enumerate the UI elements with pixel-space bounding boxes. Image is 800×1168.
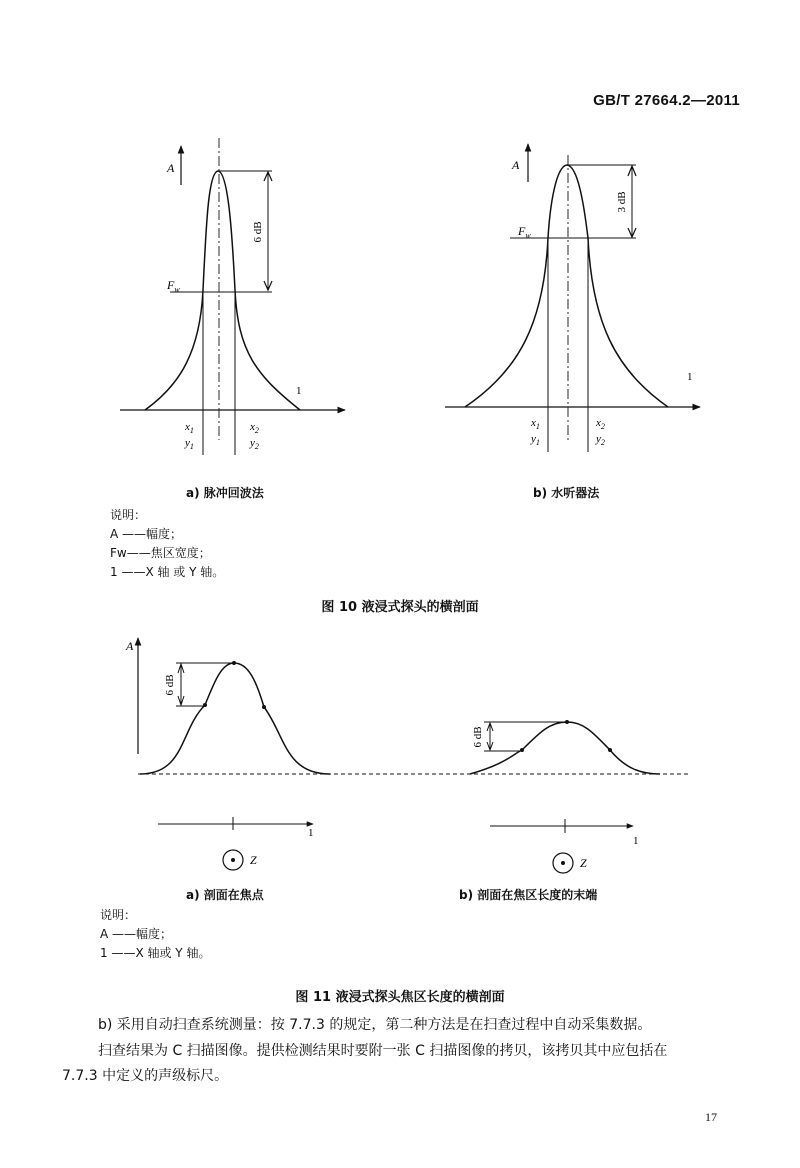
fig10a-label-fw: $F_w$: [167, 278, 180, 294]
fig10-legend: [110, 506, 224, 582]
fig11a-right-dot: [262, 705, 266, 709]
fig11b-left-dot: [520, 748, 524, 752]
fig10a-label-y1: $y_1$: [185, 437, 194, 451]
fig10a-diagram: [120, 138, 345, 455]
fig10a-label-x2: $x_2$: [250, 421, 259, 435]
fig10b-label-y2: $y_2$: [596, 433, 605, 447]
legend-line: 1 ——X 轴 或 Y 轴。: [110, 565, 225, 579]
figure-10: [0, 0, 800, 480]
legend-line: A ——幅度；: [100, 927, 173, 941]
fig11a-label-a: A: [126, 639, 134, 653]
fig10b-caption: b) 水听器法: [533, 486, 600, 500]
page-number: 17: [705, 1110, 717, 1124]
fig11b-label-z: Z: [580, 856, 587, 870]
fig11a-label-z: Z: [250, 853, 257, 867]
fig10a-label-db: 6 dB: [252, 221, 264, 243]
fig11a-z-dot: [231, 858, 235, 862]
fig10b-curve-label: 1: [687, 371, 693, 383]
fig11b-curve: [470, 722, 660, 774]
figure-11: [0, 620, 800, 890]
fig10b-label-fw: $F_w$: [518, 224, 531, 240]
legend-line: 说明：: [110, 508, 147, 522]
fig10a-label-x1: $x_1$: [185, 421, 194, 435]
fig11b-axis-label: 1: [633, 835, 639, 847]
fig11b-z-dot: [561, 861, 565, 865]
fig11a-peak-dot: [232, 661, 236, 665]
fig10a-label-y2: $y_2$: [250, 437, 259, 451]
fig11a-label-db: 6 dB: [164, 674, 176, 696]
fig10b-label-x1: $x_1$: [531, 417, 540, 431]
fig11-legend: [100, 906, 210, 963]
fig11b-label-db: 6 dB: [472, 726, 484, 748]
body-paragraph-cscan: 扫查结果为 C 扫描图像。提供检测结果时要附一张 C 扫描图像的拷贝，该拷贝其中应包括在: [98, 1043, 668, 1059]
fig10-title: 图 10 液浸式探头的横剖面: [321, 600, 479, 615]
standard-number: GB/T 27664.2—2011: [593, 92, 740, 109]
fig10b-label-db: 3 dB: [616, 191, 628, 213]
body-paragraph-b: b) 采用自动扫查系统测量：按 7.7.3 的规定，第二种方法是在扫查过程中自动采集数据。: [98, 1017, 652, 1033]
fig11a-left-dot: [203, 703, 207, 707]
fig10b-label-y1: $y_1$: [531, 433, 540, 447]
fig10b-curve: [465, 165, 668, 407]
fig10b-diagram: [445, 144, 700, 452]
legend-line: 1 ——X 轴或 Y 轴。: [100, 946, 211, 960]
fig11b-caption: b) 剖面在焦区长度的末端: [459, 888, 598, 902]
fig11a-axis-label: 1: [308, 827, 314, 839]
fig11-title: 图 11 液浸式探头焦区长度的横剖面: [295, 990, 505, 1005]
fig10b-label-x2: $x_2$: [596, 417, 605, 431]
fig11b-right-dot: [608, 748, 612, 752]
fig11a-caption: a) 剖面在焦点: [186, 888, 264, 902]
fig11b-peak-dot: [565, 720, 569, 724]
fig10a-label-a: A: [167, 161, 175, 175]
legend-line: A ——幅度；: [110, 527, 183, 541]
body-paragraph-cont: 7.7.3 中定义的声级标尺。: [62, 1068, 229, 1084]
legend-line: Fw——焦区宽度；: [110, 546, 211, 560]
legend-line: 说明：: [100, 908, 137, 922]
fig10b-label-a: A: [512, 158, 520, 172]
fig10a-curve-label: 1: [296, 385, 302, 397]
fig10a-caption: a) 脉冲回波法: [186, 486, 264, 500]
